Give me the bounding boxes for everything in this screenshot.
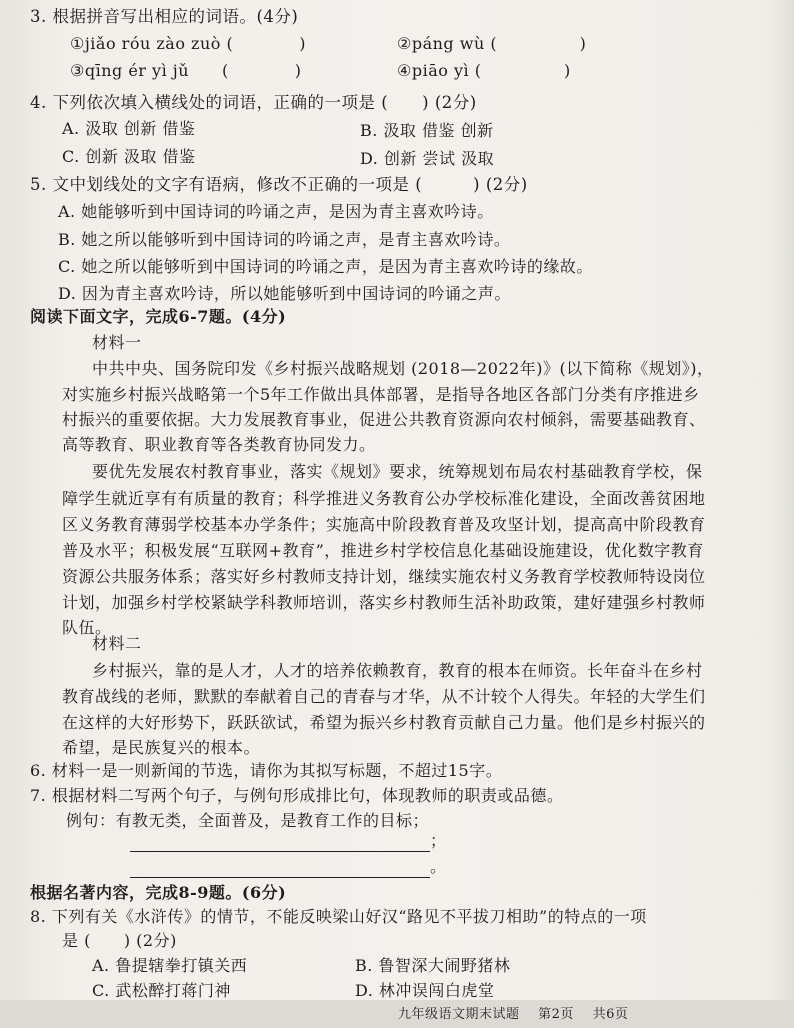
text-line: ①jiǎo róu zào zuò ( ) xyxy=(70,34,306,53)
blank-punctuation: 。 xyxy=(430,857,447,876)
text-line: 村振兴的重要依据。大力发展教育事业，促进公共教育资源向农村倾斜，需要基础教育、 xyxy=(62,410,706,429)
text-line: C. 她之所以能够听到中国诗词的吟诵之声，是因为青主喜欢吟诗的缘故。 xyxy=(58,257,593,276)
footer-page: 第2页 xyxy=(538,1007,574,1022)
answer-blank-line[interactable] xyxy=(130,830,447,852)
text-line: ④piāo yì ( ) xyxy=(397,61,571,80)
text-line: 根据名著内容，完成8-9题。(6分) xyxy=(30,883,287,902)
text-line: 计划，加强乡村学校紧缺学科教师培训，落实乡村教师生活补助政策，建好建强乡村教师 xyxy=(62,593,706,612)
text-line: 希望，是民族复兴的根本。 xyxy=(62,738,261,757)
text-line: 材料二 xyxy=(92,634,142,653)
text-line: 高等教育、职业教育等各类教育协同发力。 xyxy=(62,435,376,454)
blank-underline[interactable] xyxy=(130,835,430,852)
text-line: 3. 根据拼音写出相应的词语。(4分) xyxy=(30,7,299,26)
text-line: 对实施乡村振兴战略第一个5年工作做出具体部署，是指导各地区各部门分类有序推进乡 xyxy=(62,385,700,404)
text-line: 教育战线的老师，默默的奉献着自己的青春与才华，从不计较个人得失。年轻的大学生们 xyxy=(62,687,706,706)
text-line: D. 因为青主喜欢吟诗，所以她能够听到中国诗词的吟诵之声。 xyxy=(58,284,511,303)
footer-strip xyxy=(0,1000,794,1028)
blank-underline[interactable] xyxy=(130,861,430,878)
text-line: ②páng wù ( ) xyxy=(397,34,587,53)
text-line: B. 鲁智深大闹野猪林 xyxy=(355,956,511,975)
text-line: 障学生就近享有有质量的教育；科学推进义务教育公办学校标准化建设，全面改善贫困地 xyxy=(62,489,706,508)
text-line: 4. 下列依次填入横线处的词语，正确的一项是 ( ) (2分) xyxy=(30,93,477,112)
text-line: 普及水平；积极发展“互联网+教育”，推进乡村学校信息化基础设施建设，优化数字教育 xyxy=(62,541,704,560)
text-line: 是 ( ) (2分) xyxy=(62,931,177,950)
text-line: 7. 根据材料二写两个句子，与例句形成排比句，体现教师的职责或品德。 xyxy=(30,786,564,805)
text-line: 例句：有教无类，全面普及，是教育工作的目标； xyxy=(66,811,430,830)
text-line: A. 她能够听到中国诗词的吟诵之声，是因为青主喜欢吟诗。 xyxy=(58,202,494,221)
text-line: 要优先发展农村教育事业，落实《规划》要求，统筹规划布局农村基础教育学校，保 xyxy=(92,462,703,481)
text-line: C. 创新 汲取 借鉴 xyxy=(62,147,196,166)
text-line: D. 林冲误闯白虎堂 xyxy=(355,981,495,1000)
text-line: 中共中央、国务院印发《乡村振兴战略规划 (2018—2022年)》(以下简称《规划》)， xyxy=(92,359,714,378)
text-line: A. 汲取 创新 借鉴 xyxy=(62,119,196,138)
text-line: A. 鲁提辖拳打镇关西 xyxy=(92,956,248,975)
text-line: 乡村振兴，靠的是人才，人才的培养依赖教育，教育的根本在师资。长年奋斗在乡村 xyxy=(92,661,703,680)
text-line: B. 汲取 借鉴 创新 xyxy=(360,121,494,140)
page-footer xyxy=(398,1003,642,1022)
text-line: 区义务教育薄弱学校基本办学条件；实施高中阶段教育普及攻坚计划，提高高中阶段教育 xyxy=(62,515,706,534)
answer-blank-line[interactable] xyxy=(130,856,447,878)
text-line: 阅读下面文字，完成6-7题。(4分) xyxy=(30,307,287,326)
text-line: 在这样的大好形势下，跃跃欲试，希望为振兴乡村教育贡献自己力量。他们是乡村振兴的 xyxy=(62,713,706,732)
blank-punctuation: ； xyxy=(430,831,447,850)
text-line: D. 创新 尝试 汲取 xyxy=(360,149,495,168)
text-line: 6. 材料一是一则新闻的节选，请你为其拟写标题，不超过15字。 xyxy=(30,761,503,780)
text-line: 队伍。 xyxy=(62,618,112,637)
footer-total: 共6页 xyxy=(592,1007,629,1022)
text-line: C. 武松醉打蒋门神 xyxy=(92,981,231,1000)
text-line: 8. 下列有关《水浒传》的情节，不能反映梁山好汉“路见不平拔刀相助”的特点的一项 xyxy=(30,907,647,926)
page-edge-shadow xyxy=(770,0,794,1028)
text-line: ③qīng ér yì jǔ ( ) xyxy=(70,61,302,80)
text-line: 资源公共服务体系；落实好乡村教师支持计划，继续实施农村义务教育学校教师特设岗位 xyxy=(62,567,706,586)
footer-subject: 九年级语文期末试题 xyxy=(398,1007,520,1022)
text-line: 材料一 xyxy=(92,333,142,352)
text-line: 5. 文中划线处的文字有语病，修改不正确的一项是 ( ) (2分) xyxy=(30,175,528,194)
text-line: B. 她之所以能够听到中国诗词的吟诵之声，是青主喜欢吟诗。 xyxy=(58,230,511,249)
